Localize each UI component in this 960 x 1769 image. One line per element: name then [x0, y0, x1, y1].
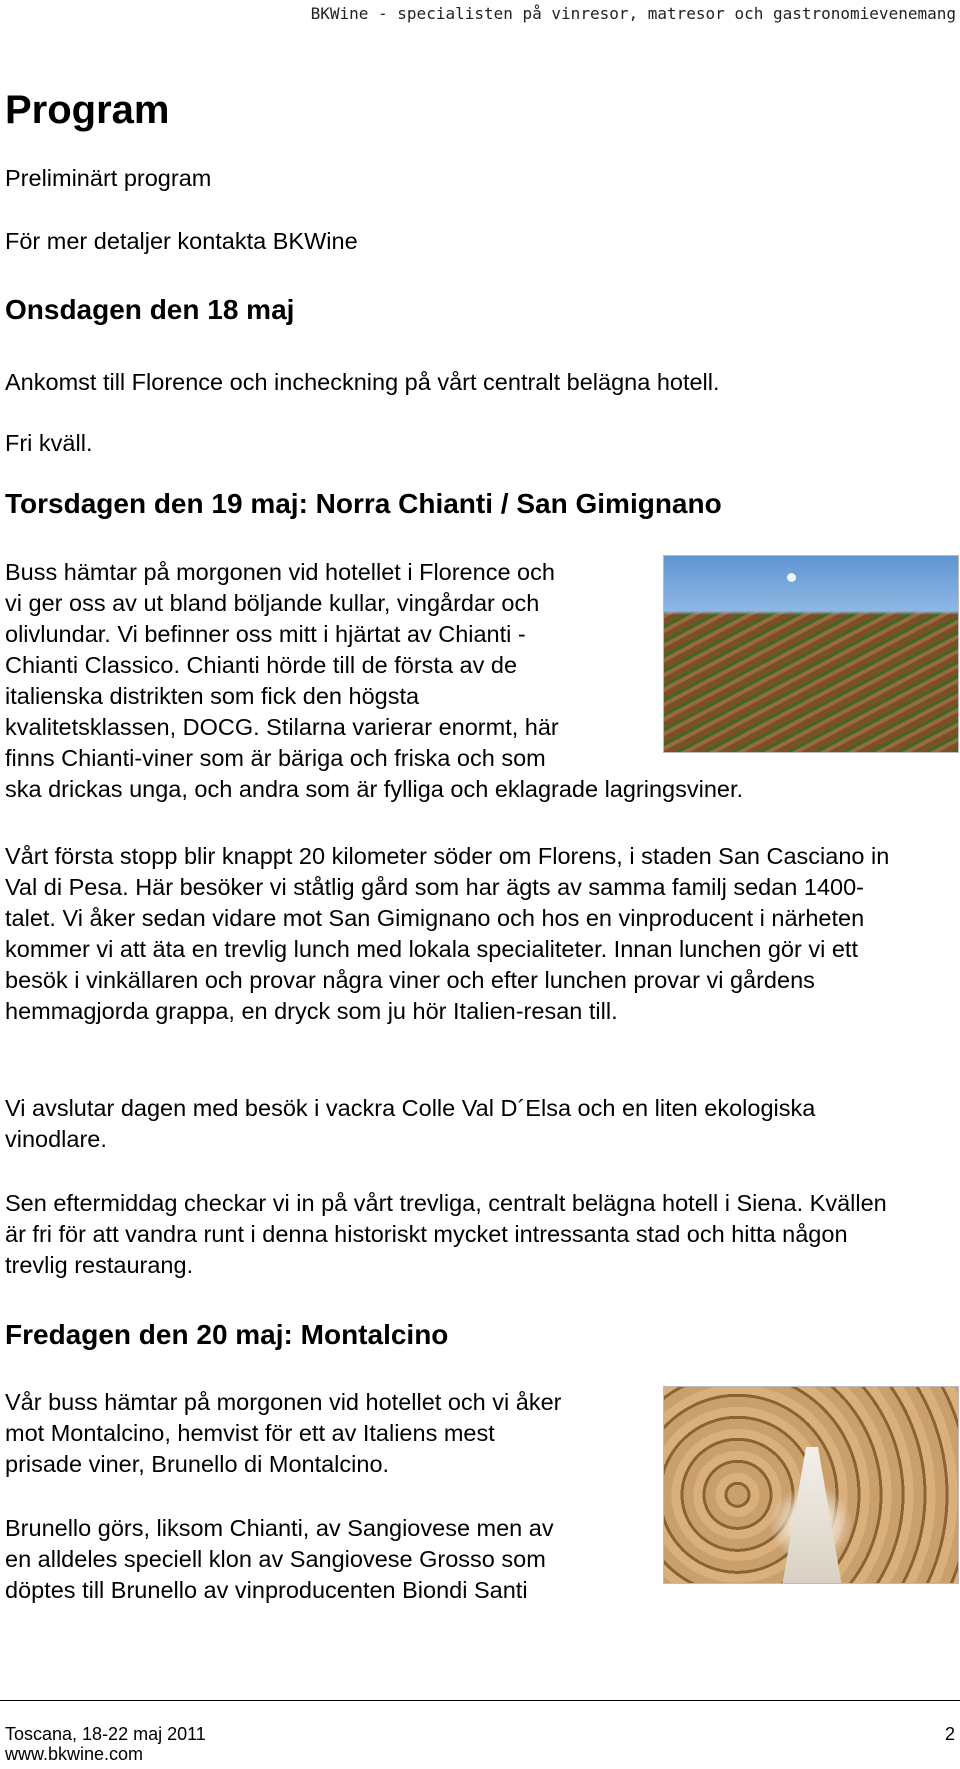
footer-website-link[interactable]: www.bkwine.com [5, 1744, 144, 1764]
day3-para-brunello [5, 1513, 655, 1606]
text-line: mot Montalcino, hemvist för ett av Italiens mest [5, 1420, 495, 1446]
moon [787, 573, 796, 582]
day2-para-first-stop: Vårt första stopp blir knappt 20 kilometer söder om Florens, i staden San Casciano in Val di Pesa. Här besöker vi ståtlig gård som har ägts av samma familj sedan 1400-talet. Vi åker sedan vidare mot San Gimignano och hos en vinproducent i närheten kommer vi att äta en trevlig lunch med lokala specialiteter. Innan lunchen gör vi ett besök i vinkällaren och provar några viner och efter lunchen provar vi gårdens hemmagjorda grappa, en dryck som ju hör Italien-resan till. [5, 843, 890, 1024]
page-number: 2 [944, 1724, 955, 1744]
subtitle-preliminary: Preliminärt program [5, 165, 212, 191]
day1-para-arrival: Ankomst till Florence och incheckning på vårt centralt belägna hotell. [5, 369, 720, 395]
text-line: Vår buss hämtar på morgonen vid hotellet och vi åker [5, 1389, 562, 1415]
text-line: italienska distrikten som fick den högsta [5, 683, 420, 709]
text-line: en alldeles speciell klon av Sangiovese Grosso som [5, 1546, 546, 1572]
text-line: finns Chianti-viner som är bäriga och friska och som [5, 745, 546, 771]
footer-rule [0, 1700, 960, 1701]
text-line: kvalitetsklassen, DOCG. Stilarna varierar enormt, här [5, 714, 559, 740]
text-line: Chianti Classico. Chianti hörde till de första av de [5, 652, 518, 678]
day3-heading: Fredagen den 20 maj: Montalcino [5, 1319, 449, 1350]
footer-trip-dates: Toscana, 18-22 maj 2011 [5, 1724, 206, 1744]
text-line: döptes till Brunello av vinproducenten Biondi Santi [5, 1577, 528, 1603]
day2-para-colle-val-delsa: Vi avslutar dagen med besök i vackra Colle Val D´Elsa och en liten ekologiska vinodlare. [5, 1095, 816, 1152]
subtitle-contact: För mer detaljer kontakta BKWine [5, 228, 358, 254]
text-line: prisade viner, Brunello di Montalcino. [5, 1451, 390, 1477]
page-title: Program [5, 88, 170, 132]
day2-heading: Torsdagen den 19 maj: Norra Chianti / San Gimignano [5, 488, 722, 519]
wine-cellar-photo [663, 1386, 959, 1584]
day1-para-free-evening: Fri kväll. [5, 430, 93, 456]
footer-trip-info [5, 1724, 206, 1764]
day3-para-montalcino [5, 1387, 655, 1480]
text-line: Brunello görs, liksom Chianti, av Sangiovese men av [5, 1515, 554, 1541]
text-line: Buss hämtar på morgonen vid hotellet i Florence och [5, 559, 555, 585]
vineyard-photo [663, 555, 959, 753]
day2-para-siena: Sen eftermiddag checkar vi in på vårt trevliga, centralt belägna hotell i Siena. Kvällen är fri för att vandra runt i denna historiskt mycket intressanta stad och hitta någon trevlig restaurang. [5, 1190, 887, 1278]
text-line: vi ger oss av ut bland böljande kullar, vingårdar och [5, 590, 540, 616]
text-line: olivlundar. Vi befinner oss mitt i hjärtat av Chianti - [5, 621, 526, 647]
day1-heading: Onsdagen den 18 maj [5, 294, 295, 325]
text-line: ska drickas unga, och andra som är fylliga och eklagrade lagringsviner. [5, 776, 744, 802]
running-header: BKWine - specialisten på vinresor, matresor och gastronomievenemang [310, 4, 956, 23]
